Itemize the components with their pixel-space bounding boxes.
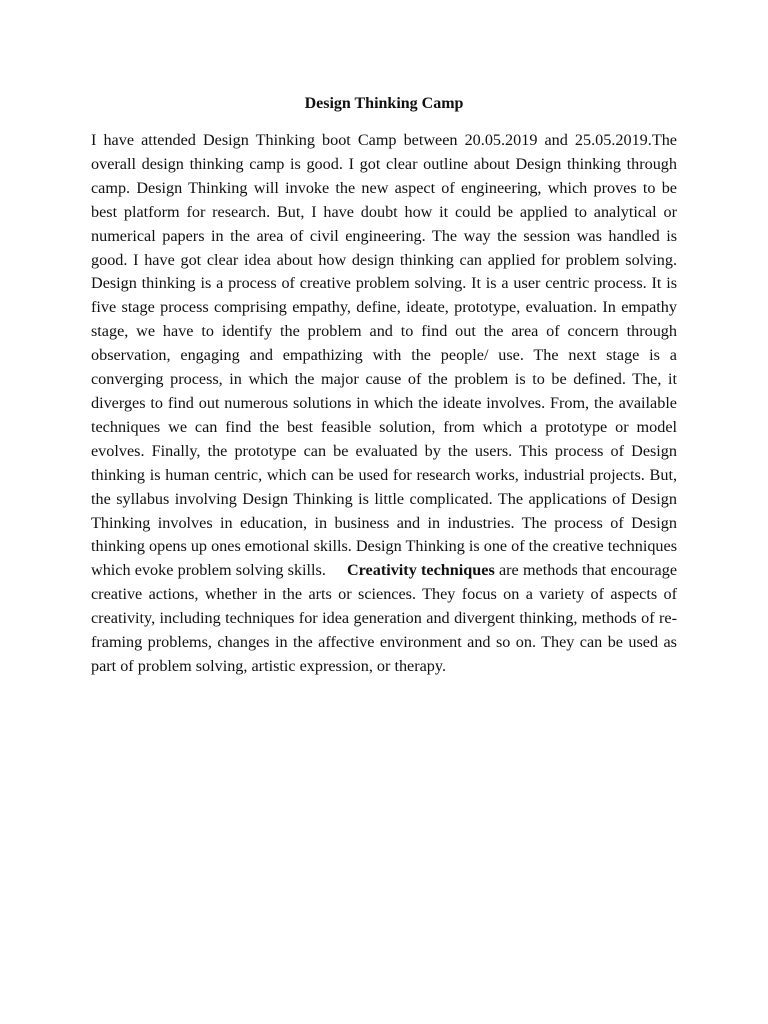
- body-text-intro: I have attended Design Thinking boot Camp between 20.05.2019 and 25.05.2019.The overall design thinking camp is good. I got clear outline about Design thinking through camp. Design Thinking will invoke the new aspect of engineering, which proves to be best platform for research. But, I have doubt how it could be applied to analytical or numerical papers in the area of civil engineering. The way the session was handled is good. I have got clear idea about how design thinking can applied for problem solving. Design thinking is a process of creative problem solving. It is a user centric process. It is five stage process comprising empathy, define, ideate, prototype, evaluation. In empathy stage, we have to identify the problem and to find out the area of concern through observation, engaging and empathizing with the people/ use. The next stage is a converging process, in which the major cause of the problem is to be defined. The, it diverges to find out numerous solutions in which the ideate involves. From, the available techniques we can find the best feasible solution, from which a prototype or model evolves. Finally, the prototype can be evaluated by the users. This process of Design thinking is human centric, which can be used for research works, industrial projects. But, the syllabus involving Design Thinking is little complicated. The applications of Design Thinking involves in education, in business and in industries. The process of Design thinking opens up ones emotional skills. Design Thinking is one of the creative techniques which evoke problem solving skills.: [91, 131, 677, 580]
- document-body: [91, 129, 677, 679]
- document-title: Design Thinking Camp: [304, 95, 464, 112]
- bold-term-creativity-techniques: Creativity techniques: [346, 561, 495, 580]
- body-text-outro: are methods that encourage creative actions, whether in the arts or sciences. They focus on a variety of aspects of creativity, including techniques for idea generation and divergent thinking, methods of re-framing problems, changes in the affective environment and so on. They can be used as part of problem solving, artistic expression, or therapy.: [91, 561, 678, 675]
